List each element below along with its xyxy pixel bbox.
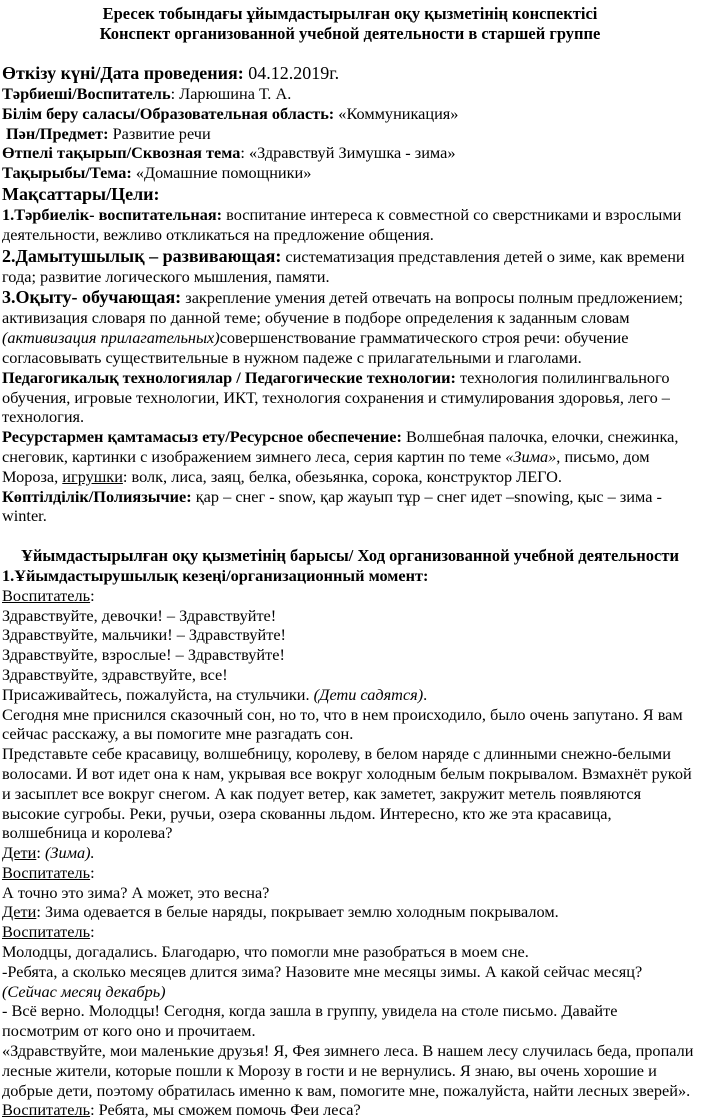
paragraph: Сегодня мне приснился сказочный сон, но то, что в нем происходило, было очень запутано. Я вам сейчас расскажу, а вы помогите мне разгадать сон. xyxy=(2,704,683,744)
document-title-kz: Ересек тобындағы ұйымдастырылған оқу қызметінің конспектісі xyxy=(102,4,598,23)
month-note: (Сейчас месяц декабрь) xyxy=(2,981,166,1001)
resources-italic: «Зима» xyxy=(505,446,557,466)
polylingual xyxy=(2,487,698,527)
topic-value: «Домашние помощники» xyxy=(131,163,312,183)
speaker-line: Воспитатель: xyxy=(2,862,95,882)
course-heading: Ұйымдастырылған оқу қызметінің барысы/ Ход организованной учебной деятельности xyxy=(21,546,679,566)
goal-3-label: 3.Оқыту- обучающая: xyxy=(2,287,182,308)
area-value: «Коммуникация» xyxy=(334,103,459,123)
children-answer: Зима одевается в белые наряды, покрывает землю холодным покрывалом. xyxy=(40,902,559,922)
document-title-ru: Конспект организованной учебной деятельности в старшей группе xyxy=(99,24,601,43)
theme-value: : «Здравствуй Зимушка - зима» xyxy=(240,143,456,163)
teacher-speaker: Воспитатель xyxy=(2,1100,91,1120)
teacher-line xyxy=(2,84,698,104)
greeting-line: Здравствуйте, взрослые! – Здравствуйте! xyxy=(2,645,285,665)
children-answer: (Зима). xyxy=(44,843,95,863)
paragraph: - Всё верно. Молодцы! Сегодня, когда зашла в группу, увидела на столе письмо. Давайте посмотрим от кого оно и прочитаем. xyxy=(2,1001,618,1041)
children-answer-line: Дети: (Зима). xyxy=(2,843,95,863)
technologies-label: Педагогикалық технологиялар / Педагогические технологии: xyxy=(2,367,456,387)
final-question-line: Воспитатель: Ребята, мы сможем помочь Феи леса? xyxy=(2,1100,361,1120)
goal-3-text-a: закрепление умения детей отвечать на вопросы полным предложением; активизация словаря по данной теме; обучение в подборе определения к заданным словам xyxy=(2,288,684,328)
goal-2 xyxy=(2,245,698,287)
theme-label: Өтпелі тақырып/Сквозная тема xyxy=(2,143,241,163)
theme-line xyxy=(2,143,698,163)
stage-1-heading: 1.Ұйымдастырушылық кезеңі/организационный момент: xyxy=(2,565,429,585)
children-answer-line: Дети: Зима одевается в белые наряды, покрывает землю холодным покрывалом. xyxy=(2,902,559,922)
goal-1 xyxy=(2,205,698,245)
area-label: Білім беру саласы/Образовательная область: xyxy=(2,103,335,123)
speaker-line: Воспитатель: xyxy=(2,922,95,942)
teacher-speaker: Воспитатель xyxy=(2,922,91,942)
letter-text: «Здравствуйте, мои маленькие друзья! Я, Фея зимнего леса. В нашем лесу случилась беда, пропали лесные жители, которые пошли к Морозу в гости и не вернулись. Я знаю, вы очень хорошие и добрые дети, поэтому обратилась именно к вам, помогите мне, пожалуйста, найти лесных зверей». xyxy=(2,1041,694,1100)
sit-down-note: (Дети садятся) xyxy=(313,684,424,704)
goals-heading: Мақсаттары/Цели: xyxy=(2,183,160,204)
goal-2-text: систематизация представления детей о зиме, как времени года; развитие логического мышления, памяти. xyxy=(2,246,685,286)
area-line xyxy=(2,104,698,124)
technologies-text: технология полилингвального обучения, игровые технологии, ИКТ, технология сохранения и стимулирования здоровья, лего – технология. xyxy=(2,367,670,427)
toys-label: игрушки xyxy=(62,466,123,486)
subject-line xyxy=(2,124,698,144)
resources-text-c: : волк, лиса, заяц, белка, обезьянка, сорока, конструктор ЛЕГО. xyxy=(122,466,562,486)
date-line xyxy=(2,62,698,84)
subject-label: Пән/Предмет: xyxy=(6,123,109,143)
teacher-value: : Ларюшина Т. А. xyxy=(170,84,292,103)
teacher-speaker: Воспитатель xyxy=(2,862,91,882)
polylingual-label: Көптілділік/Полиязычие: xyxy=(2,486,192,506)
teacher-label: Тәрбиеші/Воспитатель xyxy=(2,84,171,103)
sit-down-line: Присаживайтесь, пожалуйста, на стульчики. (Дети садятся). xyxy=(2,684,428,704)
teacher-speaker: Воспитатель xyxy=(2,585,91,605)
greeting-line: Здравствуйте, здравствуйте, все! xyxy=(2,664,228,684)
date-label: Өткізу күні/Дата проведения: xyxy=(2,63,244,83)
greeting-line: Здравствуйте, мальчики! – Здравствуйте! xyxy=(2,625,286,645)
children-speaker: Дети xyxy=(2,902,37,922)
speaker-line: Воспитатель: xyxy=(2,585,95,605)
subject-value: Развитие речи xyxy=(108,123,211,143)
resources xyxy=(2,427,698,486)
paragraph: -Ребята, а сколько месяцев длится зима? Назовите мне месяцы зимы. А какой сейчас месяц? (Сейчас месяц декабрь) xyxy=(2,961,643,1001)
polylingual-text: қар – снег - snow, қар жауып тұр – снег идет –snowing, қыс – зима - winter. xyxy=(2,486,662,526)
greeting-line: Здравствуйте, девочки! – Здравствуйте! xyxy=(2,605,277,625)
goal-1-label: 1.Тәрбиелік- воспитательная: xyxy=(2,204,223,224)
goal-1-text: воспитание интереса к совместной со сверстниками и взрослыми деятельности, вежливо откликаться на предложение общения. xyxy=(2,204,682,244)
topic-label: Тақырыбы/Тема: xyxy=(2,163,132,183)
date-value: 04.12.2019г. xyxy=(243,63,340,83)
resources-text-a: Волшебная палочка, елочки, снежинка, снеговик, картинки с изображением зимнего леса, серия картин по теме xyxy=(2,427,679,466)
technologies xyxy=(2,368,698,427)
paragraph: Представьте себе красавицу, волшебницу, королеву, в белом наряде с длинными снежно-белыми волосами. И вот идет она к нам, укрывая все вокруг холодным белым покрывалом. Взмахнёт рукой и засыплет все вокруг снегом. А как подует ветер, как заметет, закружит метель появляются высокие сугробы. Реки, ручьи, озера скованны льдом. Интересно, кто же эта красавица, волшебница и королева? xyxy=(2,744,692,843)
resources-label: Ресурстармен қамтамасыз ету/Ресурсное обеспечение: xyxy=(2,427,402,447)
children-speaker: Дети xyxy=(2,843,37,863)
paragraph: А точно это зима? А может, это весна? xyxy=(2,882,270,902)
paragraph: Молодцы, догадались. Благодарю, что помогли мне разобраться в моем сне. xyxy=(2,942,529,962)
goal-3-italic: (активизация прилагательных) xyxy=(2,328,220,348)
goal-3-text-b: совершенствование грамматического строя речи: обучение согласовывать существительные в нужном падеже с прилагательными и глаголами. xyxy=(2,328,629,367)
goal-3 xyxy=(2,286,698,367)
topic-line xyxy=(2,163,698,183)
goal-2-label: 2.Дамытушылық – развивающая: xyxy=(2,245,282,266)
resources-text-b: , письмо, дом Мороза, xyxy=(2,446,650,486)
